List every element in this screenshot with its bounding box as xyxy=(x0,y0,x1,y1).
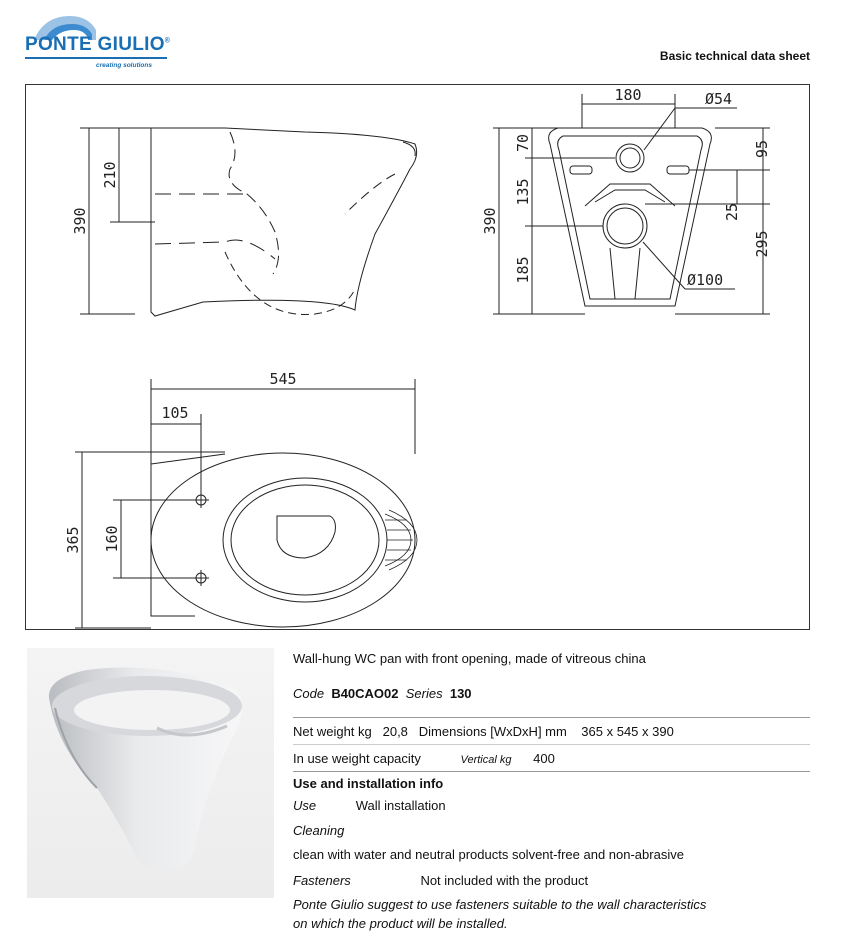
series-value: 130 xyxy=(449,686,472,701)
product-code-row xyxy=(293,686,472,701)
net-weight-value: 20,8 xyxy=(382,724,408,739)
vertical-value: 400 xyxy=(533,751,555,766)
dimensions-value: 365 x 545 x 390 xyxy=(581,724,674,739)
dim-back-top: 70 xyxy=(514,133,532,153)
use-label: Use xyxy=(293,798,317,813)
wc-pan-photo xyxy=(27,648,274,898)
divider xyxy=(293,717,810,718)
divider xyxy=(293,744,810,745)
dim-inlet-diameter: Ø54 xyxy=(705,90,733,108)
divider xyxy=(293,771,810,772)
cleaning-value: clean with water and neutral products solvent-free and non-abrasive xyxy=(293,847,684,862)
dim-top-width: 365 xyxy=(64,526,82,554)
brand-underline xyxy=(25,57,167,59)
dim-back-bottom: 185 xyxy=(514,256,532,284)
install-heading: Use and installation info xyxy=(293,776,444,791)
dim-side-upper: 210 xyxy=(101,161,119,189)
dim-top-offset: 105 xyxy=(161,404,189,422)
dim-back-height: 390 xyxy=(481,207,499,235)
brand-tagline: creating solutions xyxy=(96,62,152,69)
top-view xyxy=(64,370,417,628)
dim-top-holes: 160 xyxy=(103,525,121,553)
dim-top-length: 545 xyxy=(269,370,297,388)
fasteners-value: Not included with the product xyxy=(420,873,589,888)
fasteners-note-line2: on which the product will be installed. xyxy=(293,916,508,931)
cleaning-label: Cleaning xyxy=(293,823,345,838)
weight-dimensions-row xyxy=(293,724,674,739)
fasteners-row xyxy=(293,873,588,888)
use-row xyxy=(293,798,446,813)
use-value: Wall installation xyxy=(355,798,446,813)
dim-back-right-bottom: 295 xyxy=(753,230,771,258)
brand-name: PONTE GIULIO® xyxy=(25,34,171,55)
brand-logo xyxy=(22,12,172,74)
dim-back-right-gap: 25 xyxy=(723,202,741,222)
technical-drawing xyxy=(25,84,810,630)
dimensions-label: Dimensions [WxDxH] mm xyxy=(418,724,567,739)
dim-back-right-top: 95 xyxy=(753,139,771,159)
dim-side-height: 390 xyxy=(71,207,89,235)
fasteners-label: Fasteners xyxy=(293,873,351,888)
back-view xyxy=(481,86,771,314)
capacity-label: In use weight capacity xyxy=(293,751,421,766)
product-description: Wall-hung WC pan with front opening, made of vitreous china xyxy=(293,651,646,666)
vertical-label: Vertical kg xyxy=(460,754,512,766)
fasteners-note-line1: Ponte Giulio suggest to use fasteners suitable to the wall characteristics xyxy=(293,897,707,912)
series-label: Series xyxy=(405,686,443,701)
dim-outlet-diameter: Ø100 xyxy=(687,271,724,289)
dim-back-mid: 135 xyxy=(514,178,532,206)
net-weight-label: Net weight kg xyxy=(293,724,372,739)
code-value: B40CAO02 xyxy=(331,686,399,701)
dim-back-width: 180 xyxy=(614,86,642,104)
capacity-row xyxy=(293,751,555,766)
code-label: Code xyxy=(293,686,325,701)
side-view xyxy=(71,128,417,316)
page-title: Basic technical data sheet xyxy=(659,49,810,63)
